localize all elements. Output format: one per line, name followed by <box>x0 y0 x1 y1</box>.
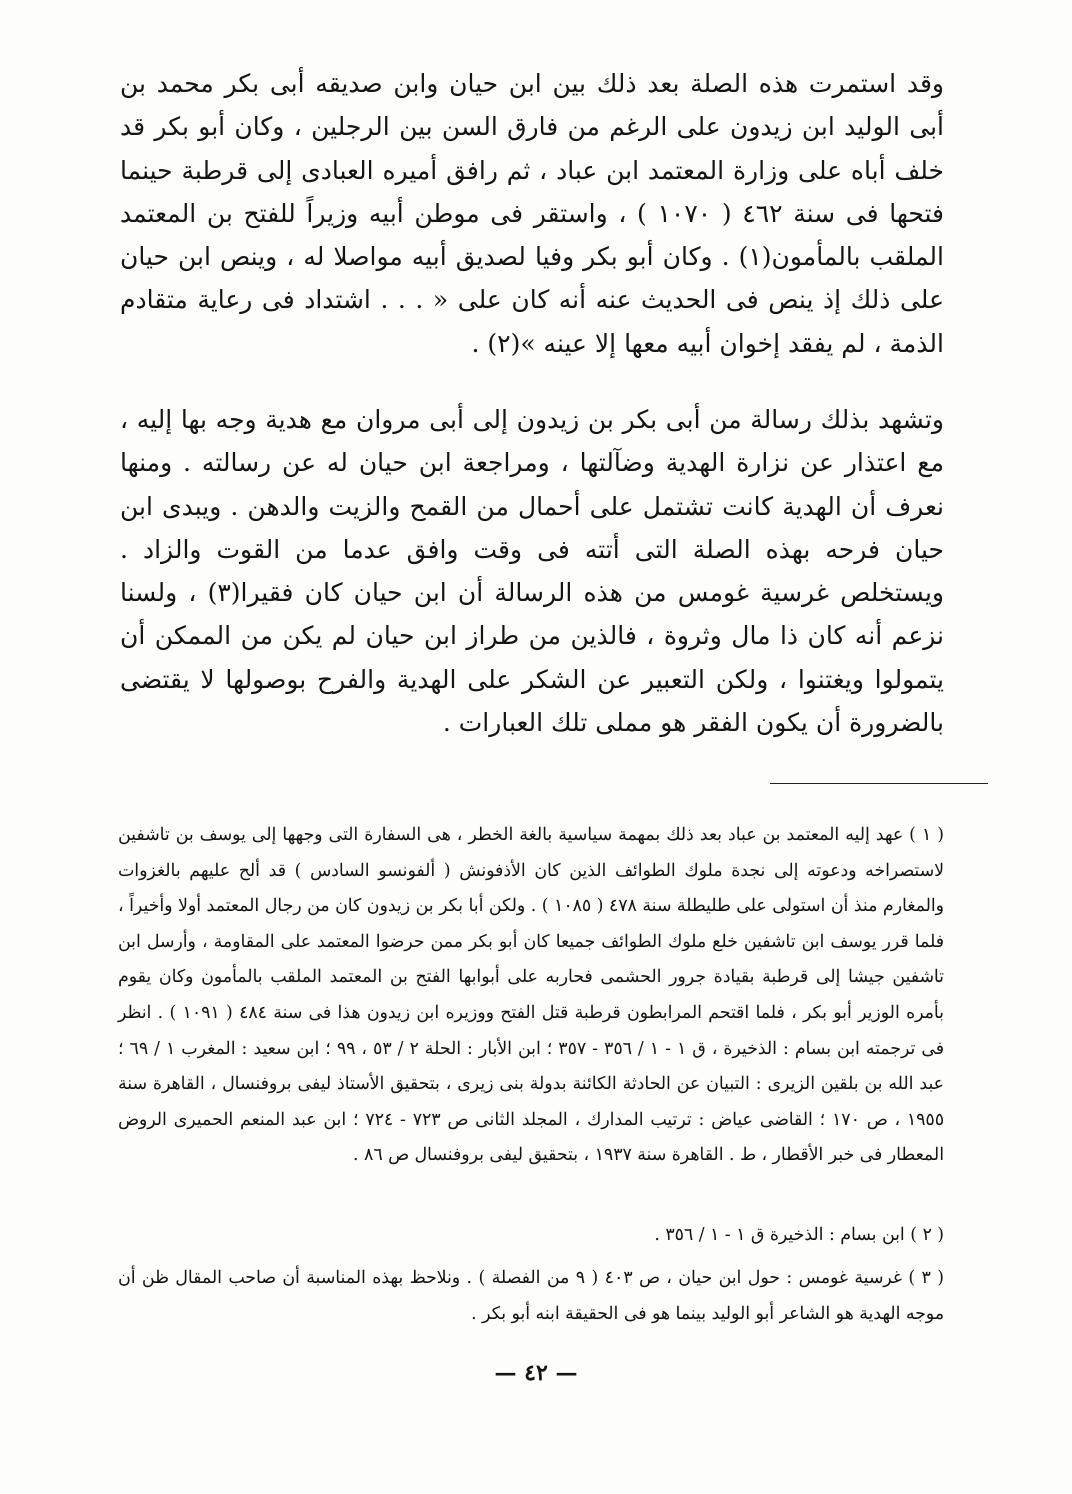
body-paragraph-1: وقد استمرت هذه الصلة بعد ذلك بين ابن حيان وابن صديقه أبى بكر محمد بن أبى الوليد ابن زيدون على الرغم من فارق السن بين الرجلين ، وكان أبو بكر قد خلف أباه على وزارة المعتمد ابن عباد ، ثم رافق أميره العبادى إلى قرطبة حينما فتحها فى سنة ٤٦٢ ( ١٠٧٠ ) ، واستقر فى موطن أبيه وزيراً للفتح بن المعتمد الملقب بالمأمون(١) . وكان أبو بكر وفيا لصديق أبيه مواصلا له ، وينص ابن حيان على ذلك إذ ينص فى الحديث عنه أنه كان على « . . . اشتداد فى رعاية متقادم الذمة ، لم يفقد إخوان أبيه معها إلا عينه »(٢) . <box>120 69 944 358</box>
body-paragraph-2: وتشهد بذلك رسالة من أبى بكر بن زيدون إلى أبى مروان مع هدية وجه بها إليه ، مع اعتذار عن نزارة الهدية وضآلتها ، ومراجعة ابن حيان له عن رسالته . ومنها نعرف أن الهدية كانت تشتمل على أحمال من القمح والزيت والدهن . ويبدى ابن حيان فرحه بهذه الصلة التى أتته فى وقت وافق عدما من القوت والزاد . ويستخلص غرسية غومس من هذه الرسالة أن ابن حيان كان فقيرا(٣) ، ولسنا نزعم أنه كان ذا مال وثروة ، فالذين من طراز ابن حيان لم يكن من الممكن أن يتمولوا ويغتنوا ، ولكن التعبير عن الشكر على الهدية والفرح بوصولها لا يقتضى بالضرورة أن يكون الفقر هو مملى تلك العبارات . <box>120 405 944 738</box>
page-number: — ٤٢ — <box>494 1360 578 1386</box>
footnote-1: ( ١ ) عهد إليه المعتمد بن عباد بعد ذلك بمهمة سياسية بالغة الخطر ، هى السفارة التى وجهها إلى يوسف بن تاشفين لاستصراخه ودعوته إلى نجدة ملوك الطوائف الذين كان الأذفونش ( ألفونسو السادس ) قد ألح عليهم بالغزوات والمغارم منذ أن استولى على طليطلة سنة ٤٧٨ ( ١٠٨٥ ) . ولكن أبا بكر بن زيدون كان من رجال المعتمد أولا وأخيراً ، فلما قرر يوسف ابن تاشفين خلع ملوك الطوائف جميعا كان أبو بكر ممن حرضوا المعتمد على المقاومة ، وأرسل ابن تاشفين جيشا إلى قرطبة بقيادة جرور الحشمى فحاربه على أبوابها الفتح بن المعتمد الملقب بالمأمون وكان يقوم بأمره الوزير أبو بكر ، فلما اقتحم المرابطون قرطبة قتل الفتح ووزيره ابن زيدون هذا فى سنة ٤٨٤ ( ١٠٩١ ) . انظر فى ترجمته ابن بسام : الذخيرة ، ق ١ - ١ / ٣٥٦ - ٣٥٧ ؛ ابن الأبار : الحلة ٢ / ٥٣ ، ٩٩ ؛ ابن سعيد : المغرب ١ / ٦٩ ؛ عبد الله بن بلقين الزيرى : التبيان عن الحادثة الكائنة بدولة بنى زيرى ، بتحقيق الأستاذ ليفى بروفنسال ، القاهرة سنة ١٩٥٥ ، ص ١٧٠ ؛ القاضى عياض : ترتيب المدارك ، المجلد الثانى ص ٧٢٣ - ٧٢٤ ؛ ابن عبد المنعم الحميرى الروض المعطار فى خبر الأقطار ، ط . القاهرة سنة ١٩٣٧ ، بتحقيق ليفى بروفنسال ص ٨٦ . <box>118 825 945 1166</box>
footnote-separator <box>770 783 988 784</box>
footnote-3: ( ٣ ) غرسية غومس : حول ابن حيان ، ص ٤٠٣ ( ٩ من الفصلة ) . ونلاحظ بهذه المناسبة أن صاحب المقال ظن أن موجه الهدية هو الشاعر أبو الوليد بينما هو فى الحقيقة ابنه أبو بكر . <box>118 1268 944 1324</box>
footnote-2: ( ٢ ) ابن بسام : الذخيرة ق ١ - ١ / ٣٥٦ . <box>654 1225 944 1245</box>
